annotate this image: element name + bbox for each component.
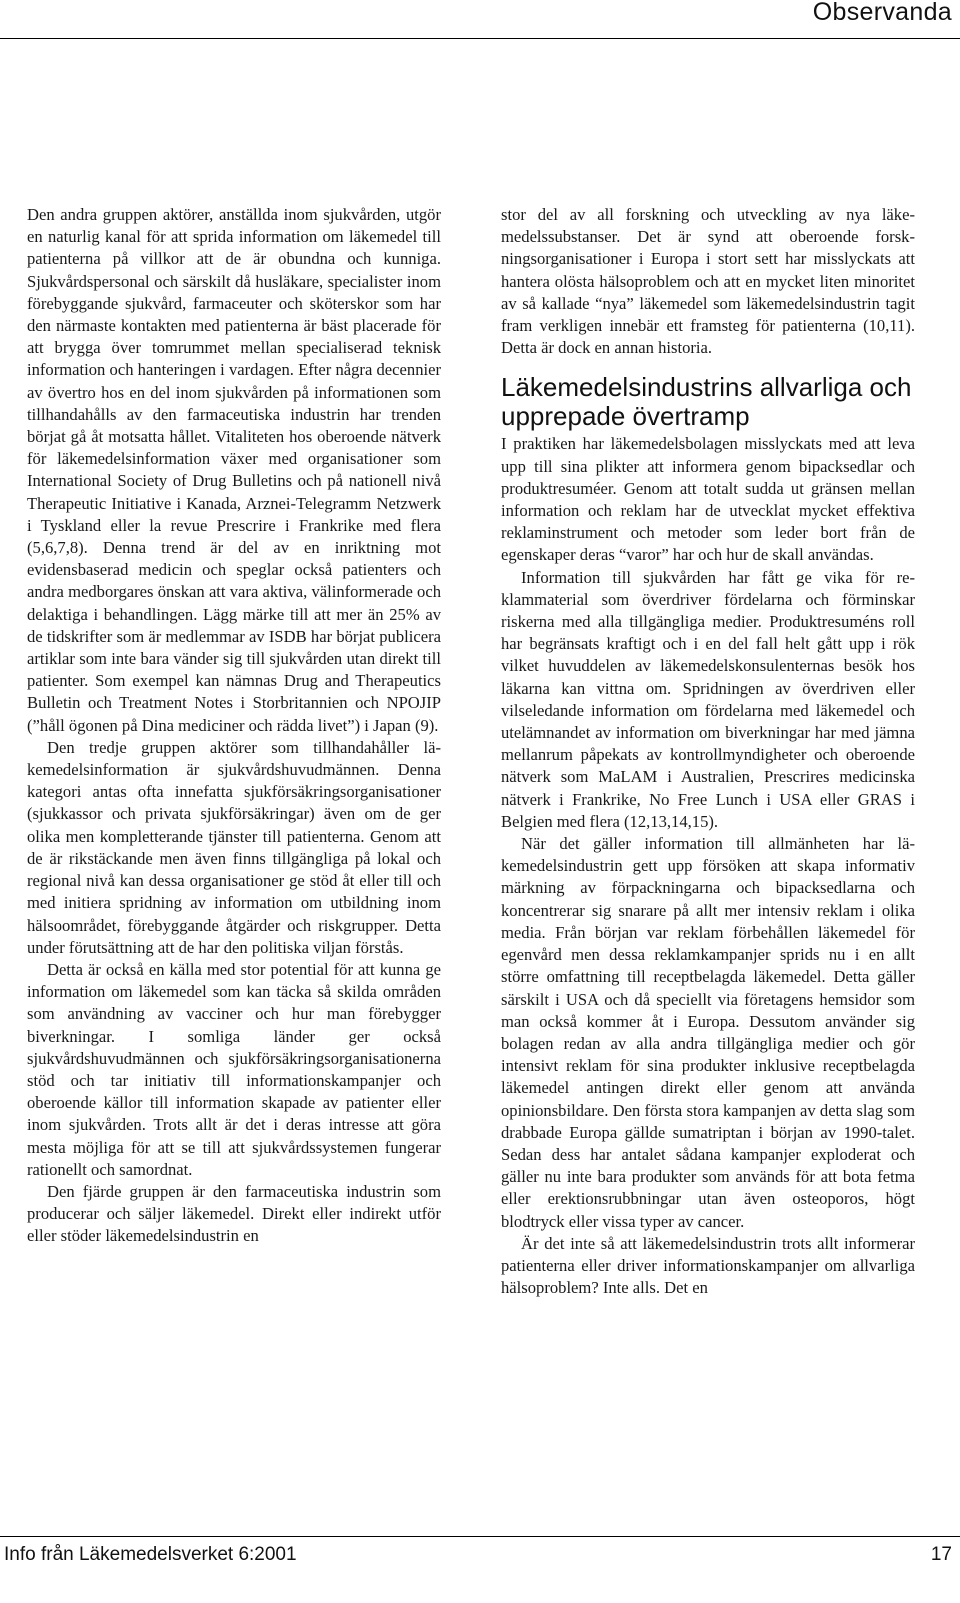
paragraph: I praktiken har läkemedelsbolagen misslyckats med att leva upp till sina plikter att informera genom bipacksedlar och produktresuméer. Genom att totalt sudda ut gränsen mellan information och reklam har de utvecklat mycket effektiva reklaminstrument och metoder som leder bort från de egenskaper deras “varor” har och hur de skall användas.: [501, 434, 915, 565]
paragraph: Den andra gruppen aktörer, anställda inom sjukvården, utgör en naturlig kanal för att sprida information om läkemedel till patienterna på villkor att de är obundna och kunniga. Sjukvårdspersonal och särskilt då husläkare, specialister inom förebyggande sjukvård, farmaceuter och sköterskor som har den närmaste kontakten med patienterna är bäst placerade för att brygga över tomrummet mellan specialiserad teknisk information och hanteringen i vardagen. Efter några decennier av övertro hos en del inom sjukvården på informationen som tillhandahålls av den farmaceutiska industrin har trenden börjat gå åt motsatta hållet. Vitaliteten hos oberoende nätverk för läkemedelsinformation växer med organisationer som International Society of Drug Bulletins och på nationell nivå Therapeutic Initiative i Kanada, Arznei-Telegramm Netzwerk i Tyskland eller la revue Prescrire i Frankrike med flera (5,6,7,8). Denna trend är del av en inriktning mot evidensbaserad medicin och speglar också patienters och andra medborgares önskan att vara aktiva, välinformerade och delaktiga i behandlingen. Lägg märke till att mer än 25% av de tidskrifter som är medlemmar av ISDB har börjat publicera artiklar som inte bara vänder sig till sjukvården utan direkt till patienter. Som exempel kan nämnas Drug and Therapeutics Bulletin och Treatment Notes i Storbritannien och NPOJIP (”håll ögonen på Dina mediciner och rädda livet”) i Japan (9).: [27, 205, 441, 735]
paragraph: Den fjärde gruppen är den farmaceutiska industrin som producerar och säljer läkemedel. Direkt eller indirekt utför eller stöder läkemedelsindustrin en: [27, 1181, 441, 1246]
footer-rule: [0, 1536, 960, 1537]
left-column: [27, 204, 441, 1248]
section-heading: Läkemedelsindustrins allvarliga och upprepade övertramp: [501, 372, 912, 432]
paragraph: Information till sjukvården har fått ge vika för reklammaterial som överdriver fördelarna och förminskar riskerna med alla tillgängliga medier. Produktresuméns roll har begränsats kraftigt och i en del fall helt gått upp i rök vilket huvuddelen av läkemedelskonsulenternas besök hos läkarna kan vittna om. Spridningen av överdriven eller vilseledande information om fördelarna med läkemedel och utelämnandet av information om biverkningar har med jämna mellanrum påpekats av kontrollmyndigheter och oberoende nätverk som MaLAM i Australien, Prescrires medicinska nätverk i Frankrike, No Free Lunch i USA eller GRAS i Belgien med flera (12,13,14,15).: [501, 567, 915, 831]
header-rule: [0, 38, 960, 39]
section-title: Observanda: [812, 0, 952, 26]
page-number: 17: [930, 1544, 952, 1565]
right-column: [501, 204, 915, 1299]
paragraph: Detta är också en källa med stor potential för att kunna ge information om läkemedel som kan täcka så skilda områden som användning av vacciner och hur man förebygger biverkningar. I somliga länder ger också sjukvårdshuvudmännen och sjukförsäkringsorganisationerna stöd och tar initiativ till informationskampanjer och oberoende källor till information skapade av patienter eller inom sjukvården. Trots allt är det i deras intresse att göra mesta möjliga för att se till att sjukvårdssystemen fungerar rationellt och samordnat.: [27, 959, 441, 1179]
publication-name: Info från Läkemedelsverket 6:2001: [4, 1544, 297, 1565]
paragraph: När det gäller information till allmänheten har läkemedelsindustrin gett upp försöken att skapa informativ märkning av förpackningarna och bipacksedlarna och koncentrerar sig snarare på allt mer intensiv reklam i olika media. Från början var reklam förbehållen läkemedel för egenvård men dessa reklamkampanjer sprids nu i en allt större omfattning till receptbelagda läkemedel. Detta gäller särskilt i USA och då speciellt via företagens hemsidor som man också kommer åt i Europa. Dessutom använder sig bolagen redan av alla andra tillgängliga medier och gör intensivt reklam för sina produkter inklusive receptbelagda läkemedel antingen direkt eller genom att använda opinionsbildare. Den första stora kampanjen av detta slag som drabbade Europa gällde sumatriptan i början av 1990-talet. Sedan dess har antalet sådana kampanjer exploderat och gäller nu inte bara produkter som används för att bota fetma eller erektionsrubbningar utan även osteoporos, högt blodtryck eller vissa typer av cancer.: [501, 834, 915, 1231]
paragraph: stor del av all forskning och utveckling av nya läkemedelssubstanser. Det är synd att oberoende forskningsorganisationer i Europa i stort sett har misslyckats att hantera olösta hälsoproblem och att en mycket liten minoritet av så kallade “nya” läkemedel som läkemedelsindustrin tagit fram verkligen innebär ett framsteg för patienterna (10,11). Detta är dock en annan historia.: [501, 205, 915, 358]
paragraph: Den tredje gruppen aktörer som tillhandahåller läkemedelsinformation är sjukvårdshuvudmännen. Denna kategori antas ofta innefatta sjukförsäkringsorganisationer (sjukkassor och privata sjukförsäkringar) även om de ger olika men kompletterande tjänster till patienterna. Genom att de är rikstäckande men även finns tillgängliga på lokal och regional nivå kan dessa organisationer ge stöd åt eller till och med initiera spridning av information om utbildning inom hälsoområdet, förebyggande åtgärder och riskgrupper. Detta under förutsättning att de har den politiska viljan förstås.: [27, 737, 441, 957]
paragraph: Är det inte så att läkemedelsindustrin trots allt informerar patienterna eller driver informationskampanjer om allvarliga hälsoproblem? Inte alls. Det en: [501, 1233, 915, 1298]
